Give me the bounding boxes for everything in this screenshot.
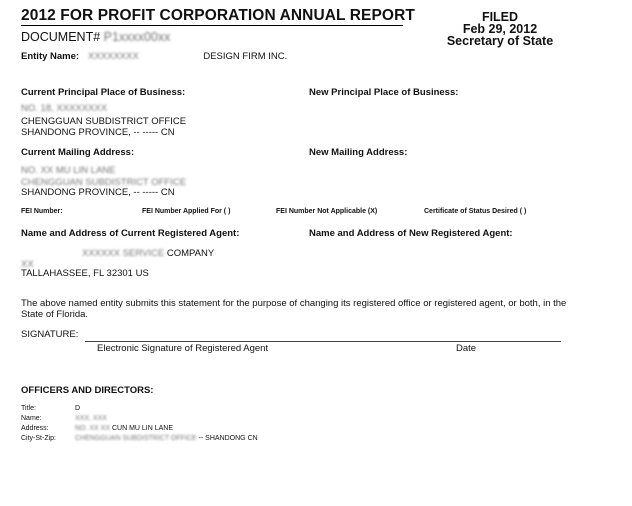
entity-name-redacted: XXXXXXXX [88, 51, 139, 62]
new-mailing-label: New Mailing Address: [309, 147, 408, 158]
filed-by: Secretary of State [446, 34, 554, 48]
document-number-redacted: P1xxxx00xx [103, 30, 171, 44]
filed-stamp [443, 10, 557, 48]
filed-date: Feb 29, 2012 [462, 22, 538, 36]
signature-date-label: Date [456, 343, 477, 354]
principal-line2: CHENGGUAN SUBDISTRICT OFFICE [21, 116, 187, 127]
new-agent-label: Name and Address of New Registered Agent: [309, 228, 513, 239]
entity-name-suffix: DESIGN FIRM INC. [203, 51, 288, 62]
entity-name [88, 51, 287, 62]
title-underline [21, 25, 403, 26]
officer-city-suffix: -- SHANDONG CN [198, 435, 258, 442]
document-label: DOCUMENT# [21, 30, 101, 44]
agent-line2: XX [21, 259, 34, 270]
current-agent-label: Name and Address of Current Registered Agent: [21, 228, 240, 239]
officer-address-suffix: CUN MU LIN LANE [111, 425, 174, 432]
mailing-line3: SHANDONG PROVINCE, -- ----- CN [21, 187, 175, 198]
fei-not-applicable-label: FEI Number Not Applicable (X) [276, 208, 378, 215]
signature-line [85, 341, 561, 342]
current-mailing-label: Current Mailing Address: [21, 147, 135, 158]
officer-name-label: Name: [21, 415, 42, 422]
officer-title-value: D [75, 405, 81, 412]
document-number [21, 30, 170, 44]
new-principal-label: New Principal Place of Business: [309, 87, 459, 98]
agent-line1-redacted: XXXXXX SERVICE [82, 248, 165, 259]
statement-text: The above named entity submits this statement for the purpose of changing its registered office or registered agent, or both, in the State of Florida. [21, 298, 567, 320]
mailing-line1: NO. XX MU LIN LANE [21, 165, 116, 176]
entity-name-label: Entity Name: [21, 51, 80, 62]
agent-line1-suffix: COMPANY [166, 248, 215, 259]
officer-address-redacted: NO. XX XX [75, 425, 111, 432]
signature-label: SIGNATURE: [21, 329, 79, 340]
agent-line1 [82, 248, 214, 259]
officer-name: XXX, XXX [75, 415, 107, 422]
certificate-status-label: Certificate of Status Desired ( ) [424, 208, 527, 215]
principal-line3: SHANDONG PROVINCE, -- ----- CN [21, 127, 175, 138]
officers-heading: OFFICERS AND DIRECTORS: [21, 385, 154, 396]
officer-city-label: City-St-Zip: [21, 435, 56, 442]
signature-caption: Electronic Signature of Registered Agent [97, 343, 269, 354]
fei-number-label: FEI Number: [21, 208, 63, 215]
officer-city [75, 435, 258, 442]
officer-address-label: Address: [21, 425, 49, 432]
officer-city-redacted: CHENGGUAN SUBDISTRICT OFFICE [75, 435, 197, 442]
mailing-line2: CHENGGUAN SUBDISTRICT OFFICE [21, 177, 187, 188]
fei-applied-label: FEI Number Applied For ( ) [142, 208, 231, 215]
filed-label: FILED [481, 10, 519, 24]
principal-line1: NO. 18, XXXXXXXX [21, 103, 108, 114]
officer-title-label: Title: [21, 405, 36, 412]
agent-line3: TALLAHASSEE, FL 32301 US [21, 268, 149, 279]
current-principal-label: Current Principal Place of Business: [21, 87, 186, 98]
report-title: 2012 FOR PROFIT CORPORATION ANNUAL REPORT [21, 7, 415, 24]
officer-address [75, 425, 173, 432]
